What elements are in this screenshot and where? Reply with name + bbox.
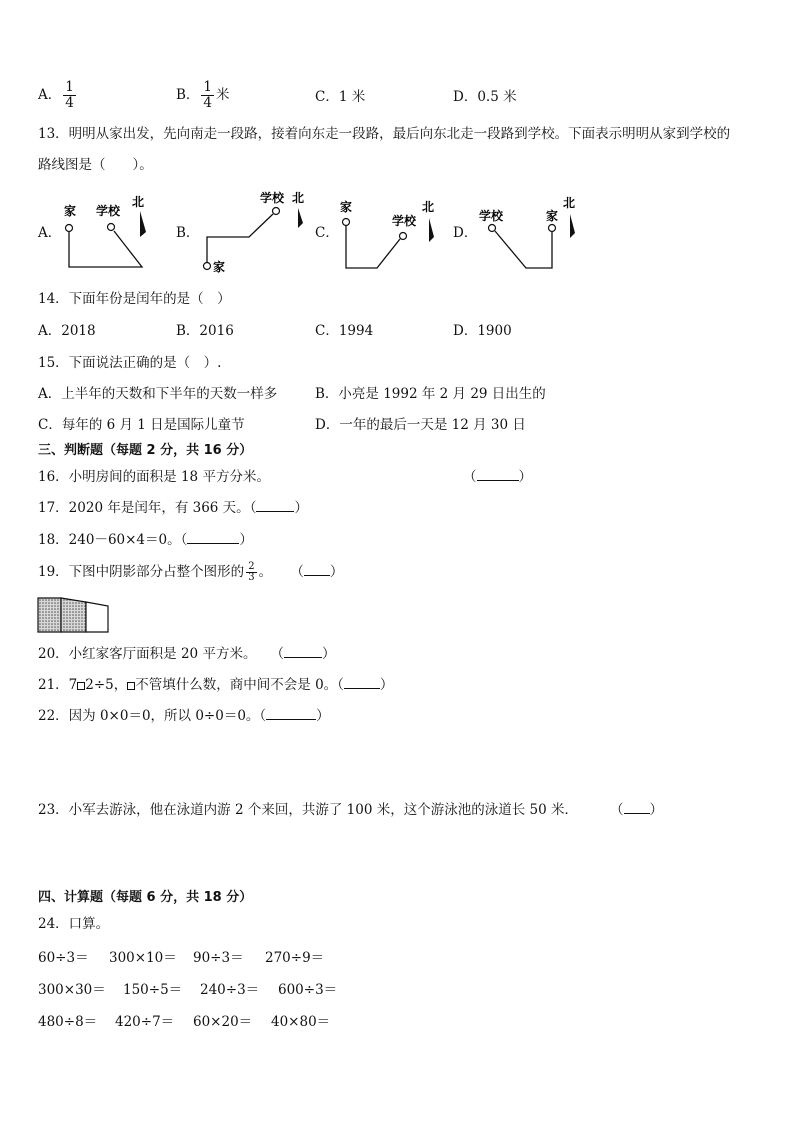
q13-option-a-label: A． [38, 225, 62, 241]
q14-question: 14．下面年份是闰年的是（ ） [38, 291, 231, 307]
option-label: B． [176, 87, 200, 103]
q14-option-b: B．2016 [176, 323, 234, 339]
fraction-denominator: 3 [248, 572, 255, 583]
calc-item: 60÷3＝ [38, 950, 89, 966]
fraction-numerator: 2 [248, 561, 255, 572]
fraction-numerator: 1 [65, 79, 74, 95]
q12-option-d: D．0.5 米 [453, 89, 517, 105]
calc-item: 240÷3＝ [200, 982, 260, 998]
q17-line [38, 499, 308, 517]
paren-open: （ [290, 564, 304, 580]
paren-close: ） [294, 500, 308, 516]
route-path [69, 231, 142, 267]
route-diagram-c [333, 192, 448, 274]
calc-item: 270÷9＝ [265, 950, 325, 966]
q21-statement-part1: 21．7 [38, 677, 78, 693]
section-heading-judgement: 三、判断题（每题 2 分，共 16 分） [38, 443, 253, 458]
school-label: 学校 [260, 191, 285, 205]
north-label: 北 [563, 196, 576, 210]
calc-item: 480÷8＝ [38, 1014, 98, 1030]
fraction-numerator: 1 [203, 79, 213, 95]
home-label: 家 [546, 209, 559, 223]
school-point [400, 233, 407, 240]
answer-line [624, 801, 650, 814]
paren-close: ） [329, 564, 344, 580]
paren-close: ） [316, 708, 330, 724]
q21-line [38, 676, 393, 694]
q12-option-b [176, 80, 230, 111]
shaded-part-middle [61, 598, 86, 632]
answer-line [266, 707, 316, 720]
q19-period: 。 [258, 564, 273, 580]
north-arrow-icon [140, 211, 146, 237]
q14-option-c: C．1994 [315, 323, 374, 339]
fraction [201, 80, 214, 111]
q12-option-a [38, 80, 78, 111]
paren-close: ） [518, 469, 532, 485]
section-heading-calculation: 四、计算题（每题 6 分，共 18 分） [38, 890, 253, 905]
fraction-denominator: 4 [65, 95, 74, 111]
q20-line [38, 645, 335, 663]
school-label: 学校 [392, 214, 417, 228]
home-label: 家 [213, 260, 226, 274]
calc-item: 150÷5＝ [123, 982, 183, 998]
q15-option-c: C．每年的 6 月 1 日是国际儿童节 [38, 417, 245, 433]
route-path [346, 226, 400, 268]
q21-statement-part2: 2÷5， [85, 677, 128, 693]
calc-item: 90÷3＝ [193, 950, 244, 966]
unit: 米 [216, 87, 230, 103]
school-point [489, 225, 496, 232]
school-point [108, 224, 115, 231]
q15-option-d: D．一年的最后一天是 12 月 30 日 [315, 417, 526, 433]
school-point [273, 208, 280, 215]
paren-close: ） [239, 532, 253, 548]
north-label: 北 [292, 191, 305, 205]
paren-open: （ [259, 708, 267, 724]
paren-open: （ [249, 500, 257, 516]
q18-statement: 18．240－60×4＝0。 [38, 532, 181, 548]
q22-statement: 22．因为 0×0＝0，所以 0÷0＝0。 [38, 708, 260, 724]
q13-option-c-label: C． [315, 225, 339, 241]
calc-item: 600÷3＝ [278, 982, 338, 998]
q19-line [38, 562, 343, 583]
q13-option-d-label: D． [453, 225, 478, 241]
answer-line [344, 676, 380, 689]
fraction-denominator: 4 [203, 95, 213, 111]
paren-open: （ [270, 646, 284, 662]
q16-statement: 16．小明房间的面积是 18 平方分米。 [38, 469, 270, 485]
answer-line [304, 563, 330, 576]
north-label: 北 [422, 200, 435, 214]
q13-question-line2: 路线图是（ ）。 [38, 157, 153, 173]
north-arrow-icon [298, 208, 303, 228]
calc-item: 300×30＝ [38, 982, 106, 998]
q23-statement: 23．小军去游泳，他在泳道内游 2 个来回，共游了 100 米，这个游泳池的泳道长 50 米． [38, 802, 578, 818]
q20-statement: 20．小红家客厅面积是 20 平方米。 [38, 646, 257, 662]
q14-option-d: D．1900 [453, 323, 512, 339]
route-diagram-a [55, 192, 165, 272]
q24-title: 24．口算。 [38, 916, 110, 932]
north-arrow-icon [429, 218, 434, 242]
school-label: 学校 [479, 209, 504, 223]
paren-close: ） [649, 802, 663, 818]
north-label: 北 [132, 195, 145, 209]
q15-option-a: A．上半年的天数和下半年的天数一样多 [38, 386, 278, 402]
q18-line [38, 531, 253, 549]
fraction [246, 562, 256, 583]
route-path [495, 231, 552, 268]
answer-line [477, 468, 519, 481]
answer-line [187, 531, 239, 544]
fraction [63, 80, 76, 111]
q23-answer-blank [610, 801, 663, 819]
calc-item: 60×20＝ [193, 1014, 253, 1030]
calc-item: 40×80＝ [271, 1014, 331, 1030]
home-label: 家 [340, 200, 353, 214]
school-label: 学校 [96, 204, 121, 218]
paren-open: （ [337, 677, 344, 693]
home-point [204, 263, 211, 270]
paren-open: （ [610, 802, 624, 818]
shaded-part-left [38, 598, 61, 632]
q19-statement: 19．下图中阴影部分占整个图形的 [38, 564, 245, 580]
calc-item: 300×10＝ [109, 950, 177, 966]
paren-open: （ [180, 532, 188, 548]
q12-option-c: C．1 米 [315, 89, 366, 105]
q22-line [38, 707, 330, 725]
q14-option-a: A．2018 [38, 323, 96, 339]
shaded-figure [36, 596, 116, 636]
home-label: 家 [64, 204, 77, 218]
q17-statement: 17．2020 年是闰年，有 366 天。 [38, 500, 250, 516]
q15-question: 15．下面说法正确的是（ ）. [38, 355, 222, 371]
q13-question-line1: 13．明明从家出发，先向南走一段路，接着向东走一段路，最后向东北走一段路到学校。下面表示明明从家到学校的 [38, 126, 731, 142]
route-path [207, 214, 273, 262]
option-label: A． [38, 87, 62, 103]
calc-item: 420÷7＝ [115, 1014, 175, 1030]
home-point [66, 225, 73, 232]
q21-statement-part3: 不管填什么数，商中间不会是 0。 [135, 677, 338, 693]
route-diagram-b [198, 184, 310, 276]
q13-option-b-label: B． [176, 225, 200, 241]
q15-option-b: B．小亮是 1992 年 2 月 29 日出生的 [315, 386, 546, 402]
home-point [549, 225, 556, 232]
q16-answer-blank [463, 468, 532, 486]
answer-line [256, 499, 294, 512]
north-arrow-icon [570, 214, 575, 238]
home-point [343, 219, 350, 226]
paren-open: （ [463, 469, 477, 485]
answer-line [284, 645, 322, 658]
route-diagram-d [470, 192, 585, 274]
paren-close: ） [321, 646, 336, 662]
paren-close: ） [379, 677, 394, 693]
unshaded-part [86, 602, 108, 632]
